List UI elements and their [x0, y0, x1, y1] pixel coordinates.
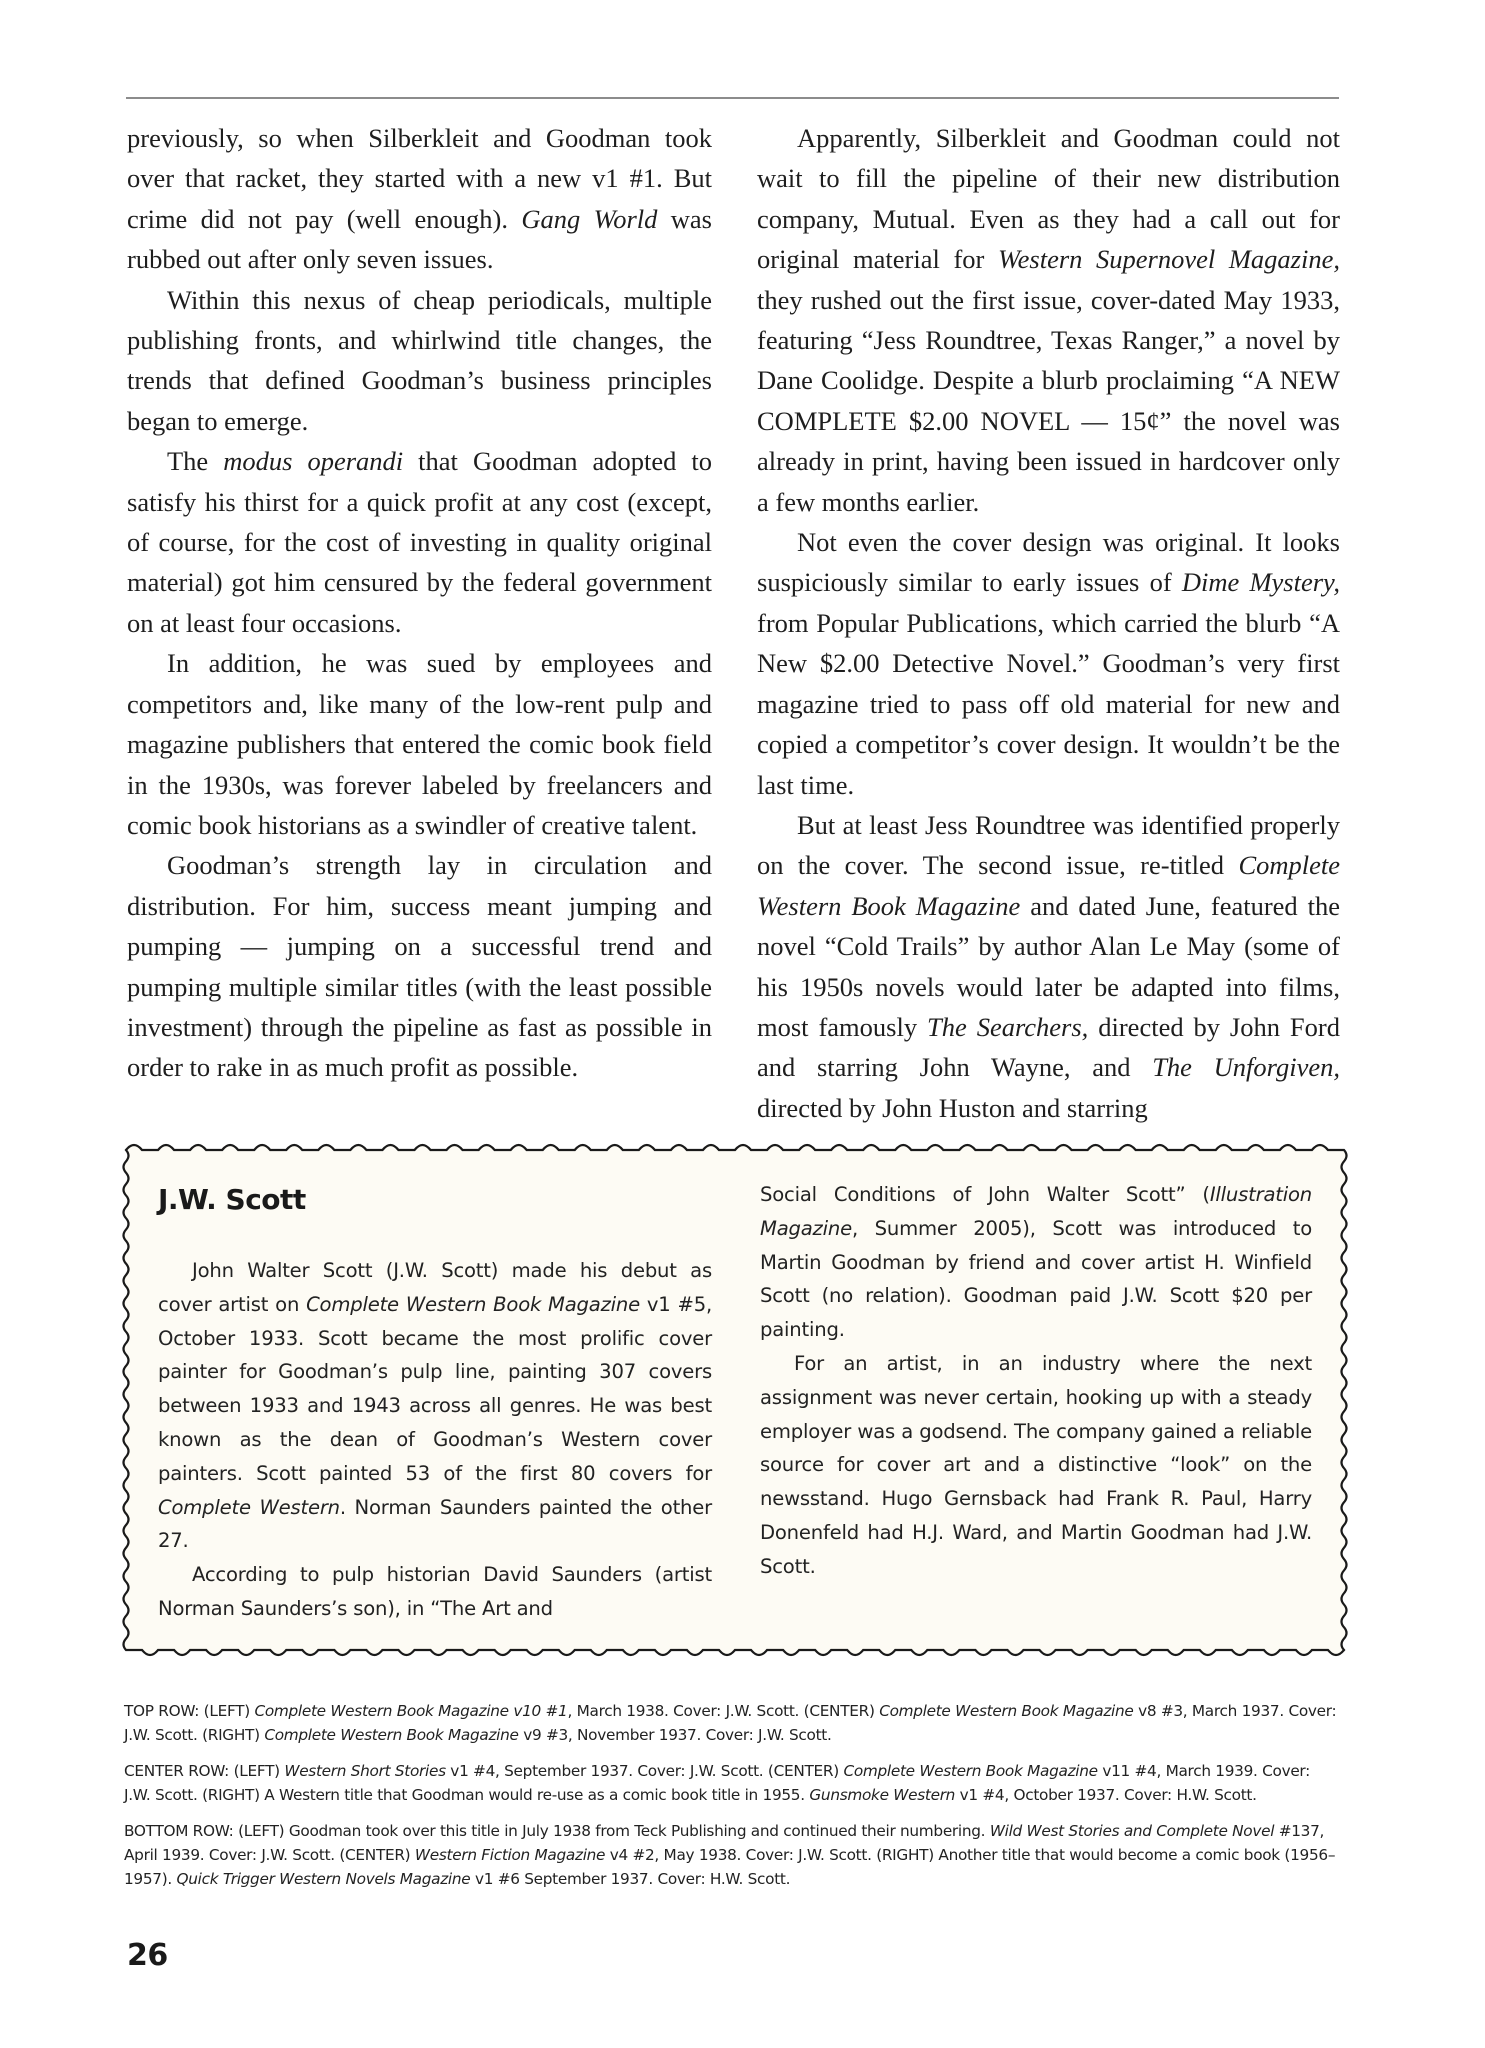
caption-center-row: CENTER ROW: (LEFT) Western Short Stories v1 #4, September 1937. Cover: J.W. Scott. (CENTER) Complete Western Book Magazine v11 #4, March 1939. Cover: J.W. Scott. (RIGHT) A Western title that Goodman would re-use as a comic book title in 1955. Gunsmoke Western v1 #4, October 1937. Cover: H.W. Scott. — [124, 1762, 1311, 1804]
sidebar-column-left — [158, 1180, 712, 1626]
paragraph: previously, so when Silberkleit and Goodman took over that racket, they started with a new v1 #1. But crime did not pay (well enough). Gang World was rubbed out after only seven issues. — [127, 123, 712, 275]
paragraph: Not even the cover design was original. It looks suspiciously similar to early issues of Dime Mystery, from Popular Publications, which carried the blurb “A New $2.00 Detective Novel.” Goodman’s very first magazine tried to pass off old material for new and copied a competitor’s cover design. It wouldn’t be the last time. — [757, 527, 1340, 800]
body-column-right — [757, 118, 1340, 1128]
sidebar-paragraph: According to pulp historian David Saunders (artist Norman Saunders’s son), in “The Art and — [158, 1563, 712, 1620]
sidebar-title: J.W. Scott — [158, 1183, 306, 1216]
sidebar-box — [120, 1140, 1350, 1660]
sidebar-paragraph: Social Conditions of John Walter Scott” (Illustration Magazine, Summer 2005), Scott was introduced to Martin Goodman by friend and cover artist H. Winfield Scott (no relation). Goodman paid J.W. Scott $20 per painting. — [760, 1183, 1312, 1342]
caption-top-row: TOP ROW: (LEFT) Complete Western Book Magazine v10 #1, March 1938. Cover: J.W. Scott. (CENTER) Complete Western Book Magazine v8 #3, March 1937. Cover: J.W. Scott. (RIGHT) Complete Western Book Magazine v9 #3, November 1937. Cover: J.W. Scott. — [124, 1702, 1337, 1744]
page-number: 26 — [127, 1938, 168, 1973]
sidebar-paragraph: John Walter Scott (J.W. Scott) made his debut as cover artist on Complete Western Book Magazine v1 #5, October 1933. Scott became the most prolific cover painter for Goodman’s pulp line, painting 307 covers between 1933 and 1943 across all genres. He was best known as the dean of Goodman’s Western cover painters. Scott painted 53 of the first 80 covers for Complete Western. Norman Saunders painted the other 27. — [158, 1259, 712, 1553]
paragraph: In addition, he was sued by employees and competitors and, like many of the low-rent pulp and magazine publishers that entered the comic book field in the 1930s, was forever labeled by freelancers and comic book historians as a swindler of creative talent. — [127, 648, 712, 840]
body-column-left — [127, 118, 712, 1088]
paragraph: But at least Jess Roundtree was identified properly on the cover. The second issue, re-titled Complete Western Book Magazine and dated June, featured the novel “Cold Trails” by author Alan Le May (some of his 1950s novels would later be adapted into films, most famously The Searchers, directed by John Ford and starring John Wayne, and The Unforgiven, directed by John Huston and starring — [757, 809, 1340, 1123]
paragraph: The modus operandi that Goodman adopted to satisfy his thirst for a quick profit at any cost (except, of course, for the cost of investing in quality original material) got him censured by the federal government on at least four occasions. — [127, 446, 713, 638]
sidebar-paragraph: For an artist, in an industry where the next assignment was never certain, hooking up with a steady employer was a godsend. The company gained a reliable source for cover art and a distinctive “look” on the newsstand. Hugo Gernsback had Frank R. Paul, Harry Donenfeld had H.J. Ward, and Martin Goodman had J.W. Scott. — [760, 1351, 1312, 1578]
caption-bottom-row: BOTTOM ROW: (LEFT) Goodman took over this title in July 1938 from Teck Publishing and continued their numbering. Wild West Stories and Complete Novel #137, April 1939. Cover: J.W. Scott. (CENTER) Western Fiction Magazine v4 #2, May 1938. Cover: J.W. Scott. (RIGHT) Another title that would become a comic book (1956–1957). Quick Trigger Western Novels Magazine v1 #6 September 1937. Cover: H.W. Scott. — [124, 1822, 1336, 1888]
paragraph: Goodman’s strength lay in circulation and distribution. For him, success meant jumping and pumping — jumping on a successful trend and pumping multiple similar titles (with the least possible investment) through the pipeline as fast as possible in order to rake in as much profit as possible. — [127, 850, 712, 1083]
paragraph: Within this nexus of cheap periodicals, multiple publishing fronts, and whirlwind title changes, the trends that defined Goodman’s business principles began to emerge. — [127, 284, 712, 436]
header-rule — [126, 97, 1339, 99]
image-captions — [124, 1700, 1339, 1904]
sidebar-column-right — [760, 1178, 1312, 1584]
paragraph: Apparently, Silberkleit and Goodman could not wait to fill the pipeline of their new distribution company, Mutual. Even as they had a call out for original material for Western Supernovel Magazine, they rushed out the first issue, cover-dated May 1933, featuring “Jess Roundtree, Texas Ranger,” a novel by Dane Coolidge. Despite a blurb proclaiming “A NEW COMPLETE $2.00 NOVEL — 15¢” the novel was already in print, having been issued in hardcover only a few months earlier. — [757, 123, 1340, 517]
